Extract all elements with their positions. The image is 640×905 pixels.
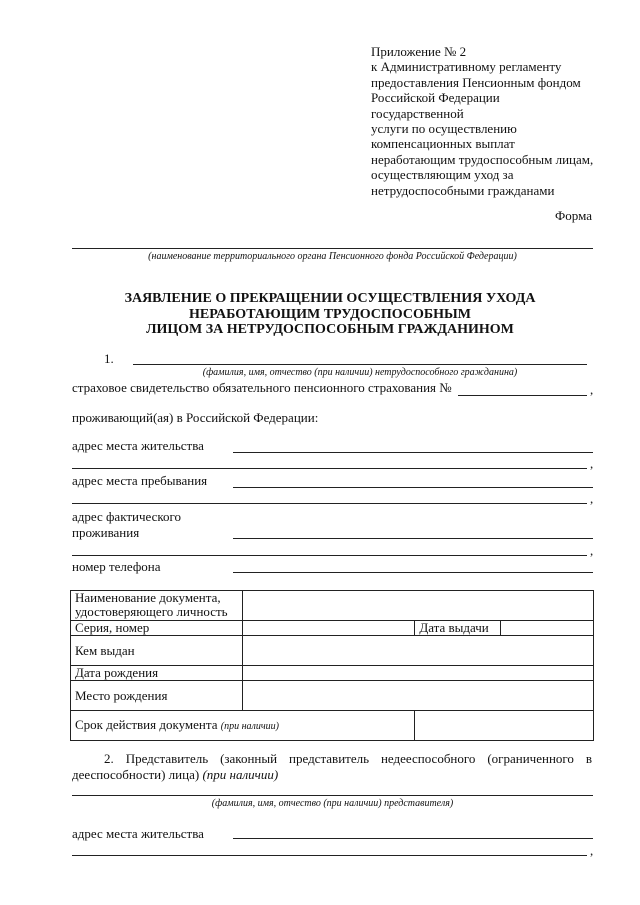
page-title [60, 291, 600, 338]
citizen-name-caption: (фамилия, имя, отчество (при наличии) нетрудоспособного гражданина) [202, 367, 518, 378]
section1-number: 1. [104, 351, 114, 366]
annex-line: услуги по осуществлению [371, 121, 517, 137]
stay-label: адрес места пребывания [72, 473, 208, 488]
birth-date-label: Дата рождения [71, 666, 243, 681]
doc-name-field[interactable] [242, 591, 593, 621]
residence-field-cont[interactable] [72, 468, 587, 469]
form-label: Форма [555, 208, 592, 223]
annex-line: компенсационных выплат [371, 136, 515, 152]
organ-caption: (наименование территориального органа Пенсионного фонда Российской Федерации) [148, 251, 517, 262]
annex-block [371, 44, 611, 198]
issue-date-label: Дата выдачи [415, 621, 501, 636]
section2-note: (при наличии) [202, 767, 279, 782]
snils-label: страховое свидетельство обязательного пенсионного страхования № [72, 380, 452, 395]
resides-label: проживающий(ая) в Российской Федерации: [72, 410, 319, 425]
stay-field-cont[interactable] [72, 503, 587, 504]
annex-line: неработающим трудоспособным лицам, [371, 151, 594, 167]
series-field[interactable] [242, 621, 415, 636]
citizen-name-field[interactable] [133, 364, 587, 365]
annex-line: предоставления Пенсионным фондом [371, 74, 581, 90]
validity-field[interactable] [415, 711, 594, 741]
phone-label: номер телефона [72, 559, 161, 574]
title-line-2: НЕРАБОТАЮЩИМ ТРУДОСПОСОБНЫМ [189, 306, 471, 322]
comma: , [590, 543, 594, 558]
organ-name-field[interactable] [72, 248, 593, 249]
issued-by-label: Кем выдан [71, 636, 243, 666]
validity-label [71, 711, 415, 741]
residence-field[interactable] [233, 452, 593, 453]
representative-name-field[interactable] [72, 795, 593, 796]
birth-place-label: Место рождения [71, 681, 243, 711]
section2-body: 2. Представитель (законный представитель недееспособного (ограниченного в дееспособности) лица) [72, 751, 592, 782]
section2-text [72, 751, 592, 783]
annex-line: государственной [371, 105, 464, 121]
residence-label: адрес места жительства [72, 438, 204, 453]
actual-address-field-cont[interactable] [72, 555, 587, 556]
actual-label-line-2: проживания [72, 525, 140, 540]
title-line-1: ЗАЯВЛЕНИЕ О ПРЕКРАЩЕНИИ ОСУЩЕСТВЛЕНИЯ УХОДА [124, 291, 536, 306]
doc-name-label: Наименование документа, удостоверяющего личность [71, 591, 243, 621]
annex-line: Российской Федерации [371, 90, 500, 106]
issued-by-field[interactable] [242, 636, 593, 666]
comma: , [590, 491, 594, 506]
title-line-3: ЛИЦОМ ЗА НЕТРУДОСПОСОБНЫМ ГРАЖДАНИНОМ [146, 322, 514, 337]
actual-label-line-1: адрес фактического [72, 509, 182, 524]
birth-place-field[interactable] [242, 681, 593, 711]
rep-residence-label: адрес места жительства [72, 826, 204, 841]
annex-line: к Административному регламенту [371, 59, 562, 75]
id-document-table [70, 590, 594, 741]
comma: , [590, 382, 594, 397]
validity-note: (при наличии) [220, 720, 280, 732]
phone-field[interactable] [233, 572, 593, 573]
annex-line: Приложение № 2 [371, 44, 467, 59]
stay-field[interactable] [233, 487, 593, 488]
annex-line: нетрудоспособными гражданами [371, 182, 555, 198]
annex-line: осуществляющим уход за [371, 167, 514, 183]
comma: , [590, 456, 594, 471]
issue-date-field[interactable] [501, 621, 594, 636]
representative-name-caption: (фамилия, имя, отчество (при наличии) представителя) [211, 798, 454, 809]
series-label: Серия, номер [71, 621, 243, 636]
snils-field[interactable] [458, 395, 587, 396]
rep-residence-field-cont[interactable] [72, 855, 587, 856]
actual-address-label [72, 509, 181, 541]
actual-address-field[interactable] [233, 538, 593, 539]
rep-residence-field[interactable] [233, 838, 593, 839]
birth-date-field[interactable] [242, 666, 593, 681]
comma: , [590, 843, 594, 858]
validity-text: Срок действия документа [75, 716, 218, 732]
